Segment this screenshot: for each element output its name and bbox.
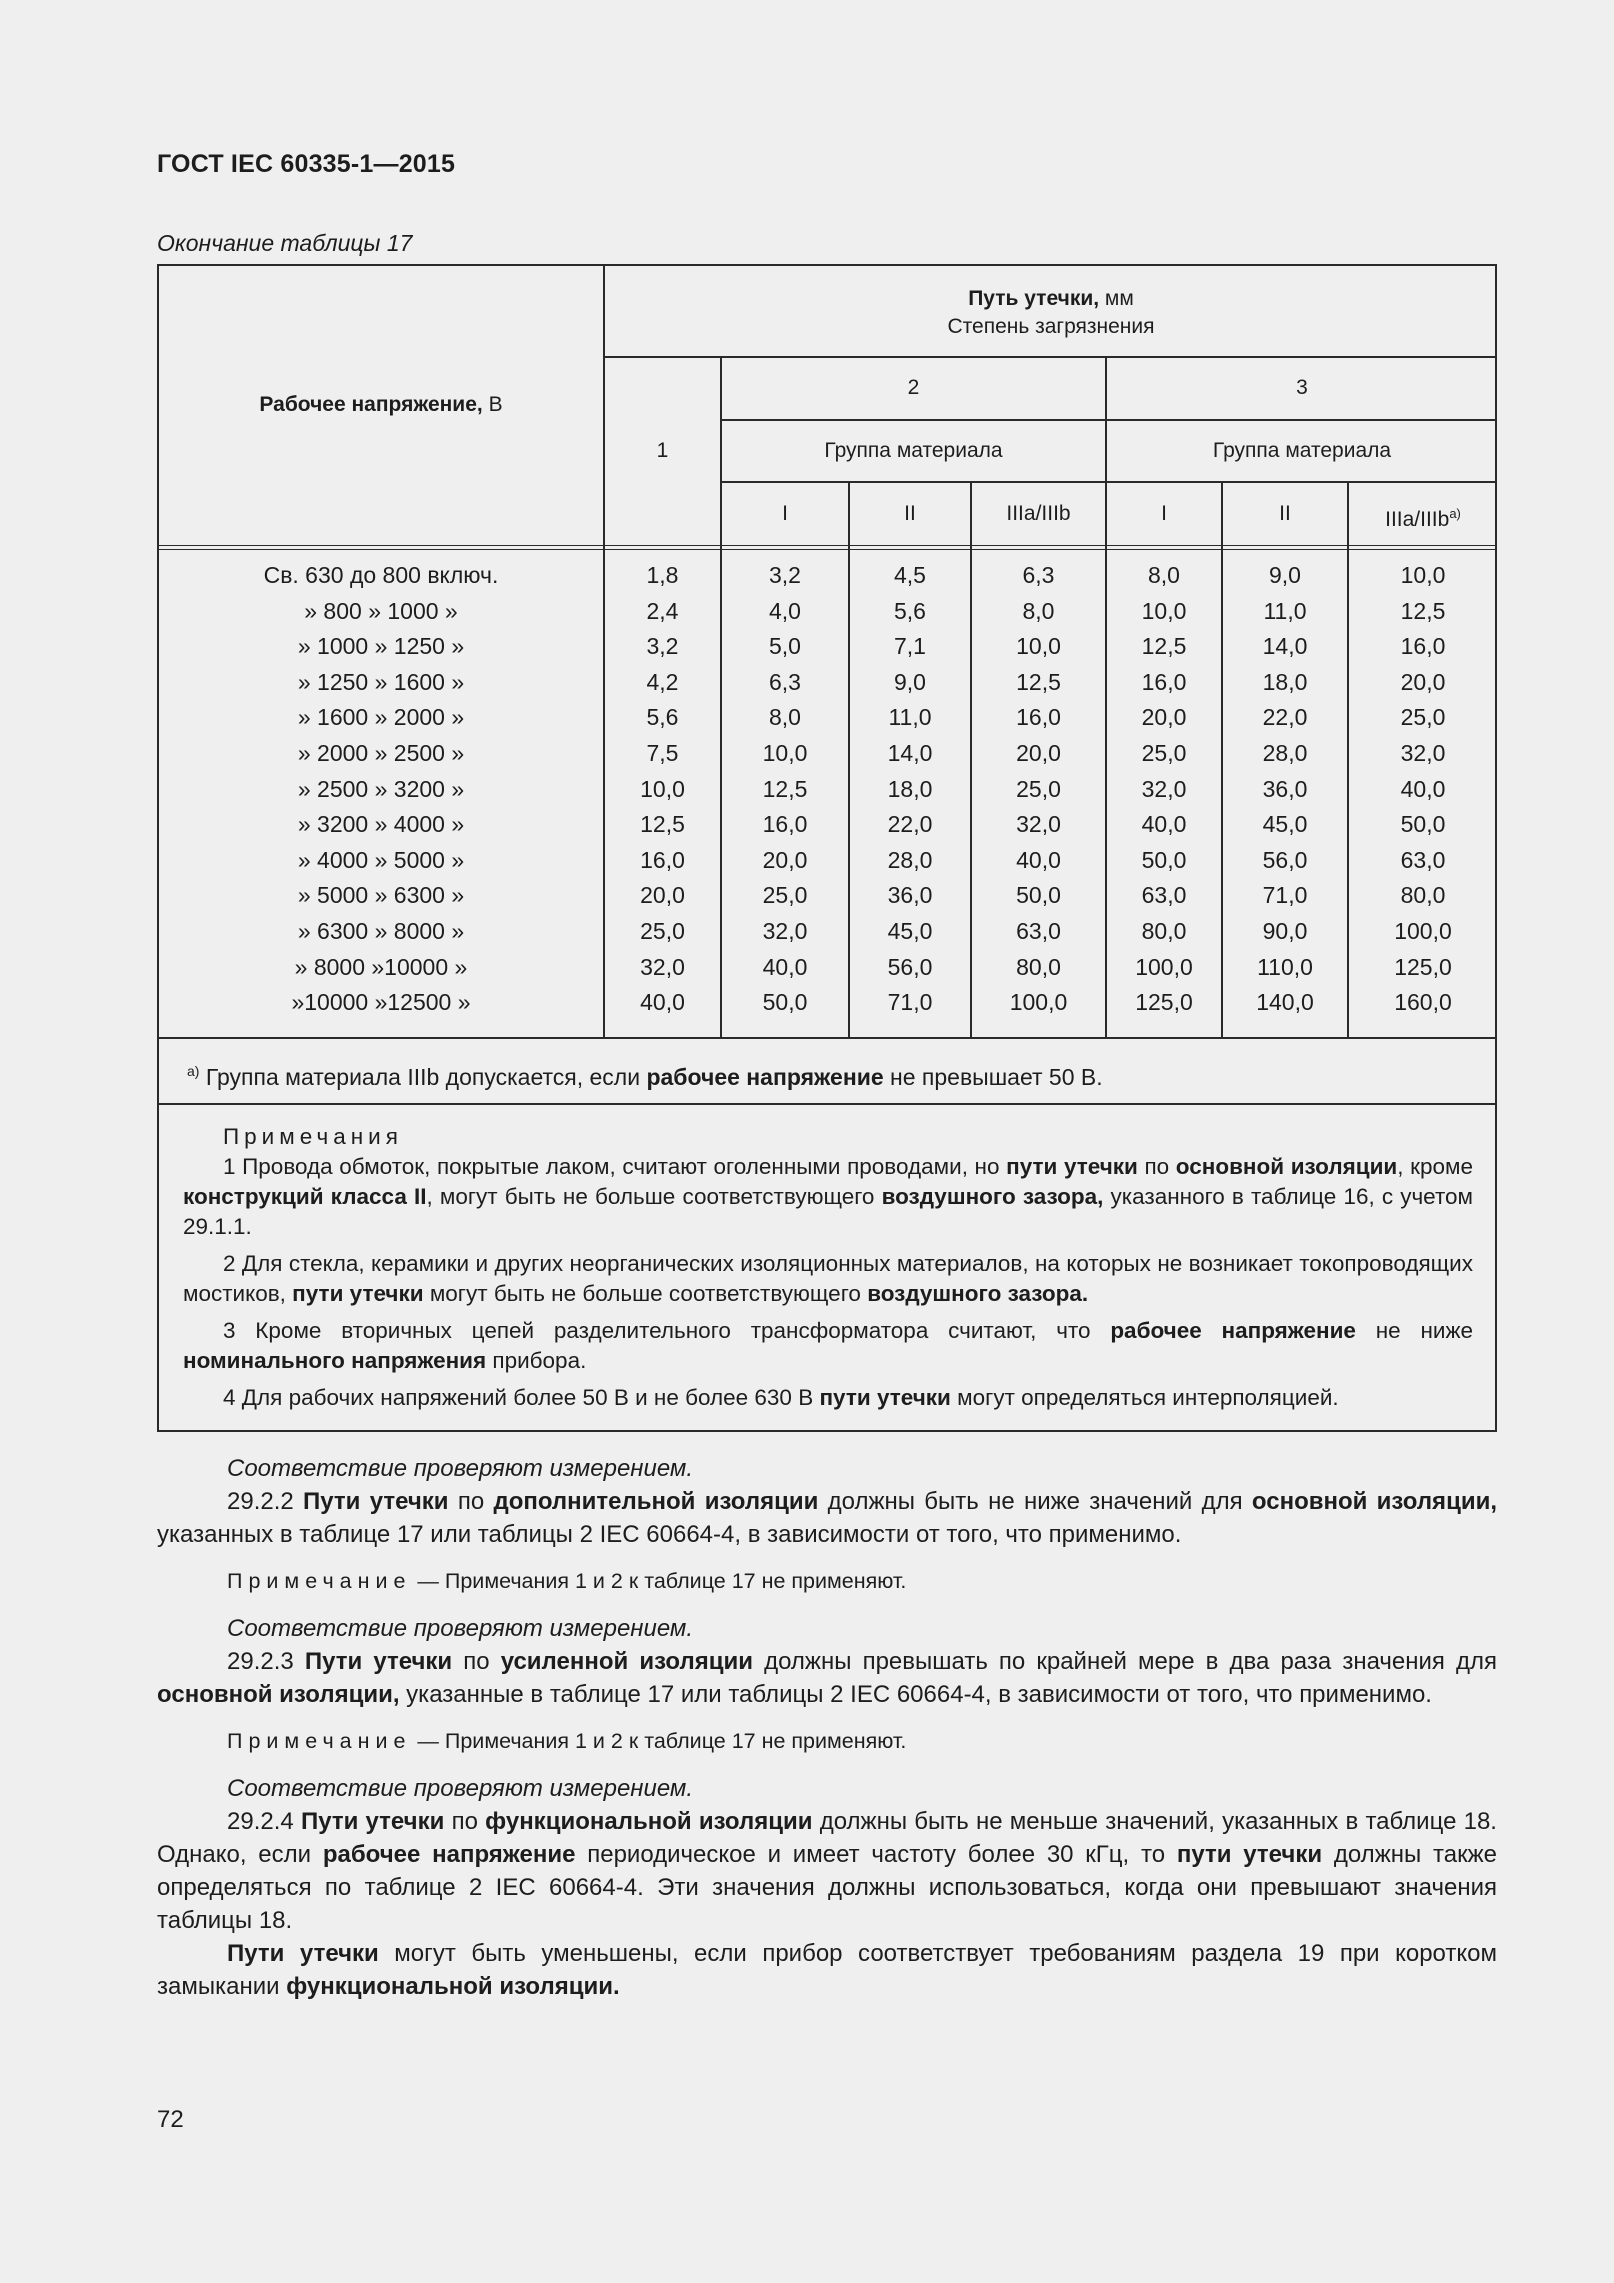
text: по — [452, 1648, 501, 1675]
text: должны быть не ниже значений для — [818, 1488, 1252, 1515]
column-degree2-I: 3,2 4,0 5,0 6,3 8,0 10,0 12,5 16,0 20,0 25,0 32,0 40,0 50,0 — [762, 562, 808, 1016]
note-line — [157, 1565, 1497, 1598]
notes-title: Примечания — [223, 1124, 403, 1149]
note-4 — [183, 1383, 1473, 1413]
document-header: ГОСТ IEC 60335-1—2015 — [157, 150, 456, 178]
term: основной изоляции, — [157, 1681, 400, 1708]
note-text: указанного в таблице 16, с учетом 29.1.1. — [183, 1184, 1473, 1239]
table-hline — [720, 481, 1497, 483]
header-creepage-unit: мм — [1104, 287, 1134, 310]
text: указанных в таблице 17 или таблицы 2 IEC 60664-4, в зависимости от того, что применимо. — [157, 1521, 1182, 1548]
header-group2-I: I — [782, 502, 788, 525]
header-degree-2: 2 — [907, 376, 920, 399]
note-text: — Примечания 1 и 2 к таблице 17 не применяют. — [411, 1569, 907, 1593]
text: должны быть не меньше значений, указанных в таблице 18. Однако, если — [157, 1808, 1497, 1868]
header-creepage — [605, 286, 1497, 312]
text: по — [448, 1488, 494, 1515]
compliance-line: Соответствие проверяют измерением. — [227, 1615, 694, 1642]
note-text: — Примечания 1 и 2 к таблице 17 не применяют. — [411, 1729, 907, 1753]
header-group3-II: II — [1279, 502, 1291, 525]
note-text: могут быть не больше соответствующего — [423, 1281, 868, 1306]
paragraph-29-2-3 — [157, 1645, 1497, 1711]
body-text — [157, 1452, 1497, 2003]
term: усиленной изоляции — [500, 1648, 753, 1675]
column-degree3-I: 8,0 10,0 12,5 16,0 20,0 25,0 32,0 40,0 50,0 63,0 80,0 100,0 125,0 — [1135, 562, 1193, 1016]
text: должны превышать по крайней мере в два раза значения для — [753, 1648, 1497, 1675]
header-material-group-3: Группа материала — [1212, 439, 1392, 462]
note-term: конструкций класса II — [183, 1184, 427, 1209]
note-text: 2 Для стекла, керамики и других неорганических изоляционных материалов, на которых не возникает токопроводящих мостиков, — [183, 1251, 1473, 1306]
creepage-table — [157, 264, 1497, 1432]
page-number: 72 — [157, 2106, 184, 2133]
paragraph-29-2-4 — [157, 1805, 1497, 1937]
note-term: пути утечки — [819, 1385, 951, 1410]
header-degree-1: 1 — [656, 439, 669, 462]
term: Пути утечки — [300, 1808, 445, 1835]
note-1 — [183, 1152, 1473, 1242]
note-3 — [183, 1316, 1473, 1376]
note-text: прибора. — [486, 1348, 587, 1373]
header-voltage-label: Рабочее напряжение, — [259, 393, 483, 416]
note-term: воздушного зазора, — [881, 1184, 1104, 1209]
note-text: по — [1137, 1154, 1176, 1179]
note-text: 1 Провода обмоток, покрытые лаком, считают оголенными проводами, но — [223, 1154, 1007, 1179]
table-hline — [159, 549, 1497, 550]
header-group2-II: II — [904, 502, 916, 525]
column-degree2-III: 6,3 8,0 10,0 12,5 16,0 20,0 25,0 32,0 40,0 50,0 63,0 80,0 100,0 — [1009, 562, 1068, 1016]
header-pollution-degree: Степень загрязнения — [947, 315, 1155, 338]
note-text: могут определяться интерполяцией. — [950, 1385, 1339, 1410]
term: функциональной изоляции — [485, 1808, 813, 1835]
table-caption: Окончание таблицы 17 — [157, 230, 413, 256]
term: пути утечки — [1176, 1841, 1323, 1868]
footnote-mark: a) — [187, 1063, 200, 1079]
header-group3-III-label: IIIa/IIIb — [1385, 508, 1450, 531]
header-degree-3: 3 — [1296, 376, 1308, 399]
header-material-group-2: Группа материала — [824, 439, 1003, 462]
compliance-line: Соответствие проверяют измерением. — [227, 1775, 694, 1802]
column-working-voltage: Св. 630 до 800 включ. » 800 » 1000 » » 1000 » 1250 » » 1250 » 1600 » » 1600 » 2000 » » 2000 » 2500 » » 2500 » 3200 » » 3200 » 4000 » » 4000 » 5000 » » 5000 » 6300 » » 6300 » 8000 » » 8000 »10000 » »10000 »12500 » — [263, 562, 499, 1016]
clause-number: 29.2.3 — [227, 1648, 305, 1675]
paragraph-29-2-2 — [157, 1485, 1497, 1551]
header-voltage-unit: В — [488, 393, 503, 416]
term: Пути утечки — [304, 1648, 453, 1675]
footnote-text: не превышает 50 В. — [883, 1064, 1103, 1090]
term: рабочее напряжение — [322, 1841, 576, 1868]
table-notes — [183, 1122, 1473, 1420]
text: указанные в таблице 17 или таблицы 2 IEC 60664-4, в зависимости от того, что применимо. — [399, 1681, 1432, 1708]
text: периодическое и имеет частоту более 30 кГц, то — [575, 1841, 1177, 1868]
term: функциональной изоляции. — [286, 1973, 620, 2000]
table-hline — [159, 1037, 1497, 1039]
note-text: не ниже — [1355, 1318, 1474, 1343]
paragraph-last — [157, 1937, 1497, 2003]
term: Пути утечки — [227, 1940, 379, 1967]
note-text: 4 Для рабочих напряжений более 50 В и не более 630 В — [223, 1385, 820, 1410]
header-group3-III — [1349, 501, 1497, 533]
footnote-text: Группа материала IIIb допускается, если — [199, 1064, 647, 1090]
note-term: пути утечки — [1006, 1154, 1138, 1179]
column-degree3-III: 10,0 12,5 16,0 20,0 25,0 32,0 40,0 50,0 63,0 80,0 100,0 125,0 160,0 — [1394, 562, 1452, 1016]
term: Пути утечки — [303, 1488, 449, 1515]
note-2 — [183, 1249, 1473, 1309]
term: основной изоляции, — [1251, 1488, 1497, 1515]
note-label: Примечание — [227, 1729, 412, 1753]
note-text: , могут быть не больше соответствующего — [426, 1184, 882, 1209]
text: должны также определяться по таблице 2 IEC 60664-4. Эти значения должны использоваться, когда они превышают значения таблицы 18. — [157, 1841, 1497, 1934]
term: дополнительной изоляции — [493, 1488, 819, 1515]
footnote-term: рабочее напряжение — [646, 1064, 884, 1090]
note-text: , кроме — [1397, 1154, 1473, 1179]
column-degree3-II: 9,0 11,0 14,0 18,0 22,0 28,0 36,0 45,0 56,0 71,0 90,0 110,0 140,0 — [1256, 562, 1314, 1016]
header-working-voltage — [159, 392, 603, 418]
text: могут быть уменьшены, если прибор соответствует требованиям раздела 19 при коротком замыкании — [157, 1940, 1497, 2000]
table-hline — [159, 1103, 1497, 1105]
note-text: 3 Кроме вторичных цепей разделительного трансформатора считают, что — [223, 1318, 1111, 1343]
note-label: Примечание — [227, 1569, 412, 1593]
header-group2-III: IIIa/IIIb — [1006, 502, 1071, 525]
header-creepage-label: Путь утечки, — [968, 287, 1100, 310]
note-term: номинального напряжения — [183, 1348, 487, 1373]
note-term: рабочее напряжение — [1110, 1318, 1356, 1343]
clause-number: 29.2.2 — [227, 1488, 304, 1515]
table-footnote — [187, 1056, 1103, 1092]
header-group3-I: I — [1161, 502, 1167, 525]
note-line — [157, 1725, 1497, 1758]
column-degree-1: 1,8 2,4 3,2 4,2 5,6 7,5 10,0 12,5 16,0 20,0 25,0 32,0 40,0 — [640, 562, 685, 1016]
table-hline — [603, 356, 1497, 358]
note-term: воздушного зазора. — [867, 1281, 1089, 1306]
table-hline — [159, 545, 1497, 546]
note-term: пути утечки — [292, 1281, 424, 1306]
column-degree2-II: 4,5 5,6 7,1 9,0 11,0 14,0 18,0 22,0 28,0 36,0 45,0 56,0 71,0 — [887, 562, 933, 1016]
note-term: основной изоляции — [1175, 1154, 1398, 1179]
table-hline — [720, 419, 1497, 421]
text: по — [444, 1808, 486, 1835]
footnote-marker: a) — [1449, 506, 1461, 521]
clause-number: 29.2.4 — [227, 1808, 301, 1835]
compliance-line: Соответствие проверяют измерением. — [227, 1455, 694, 1482]
